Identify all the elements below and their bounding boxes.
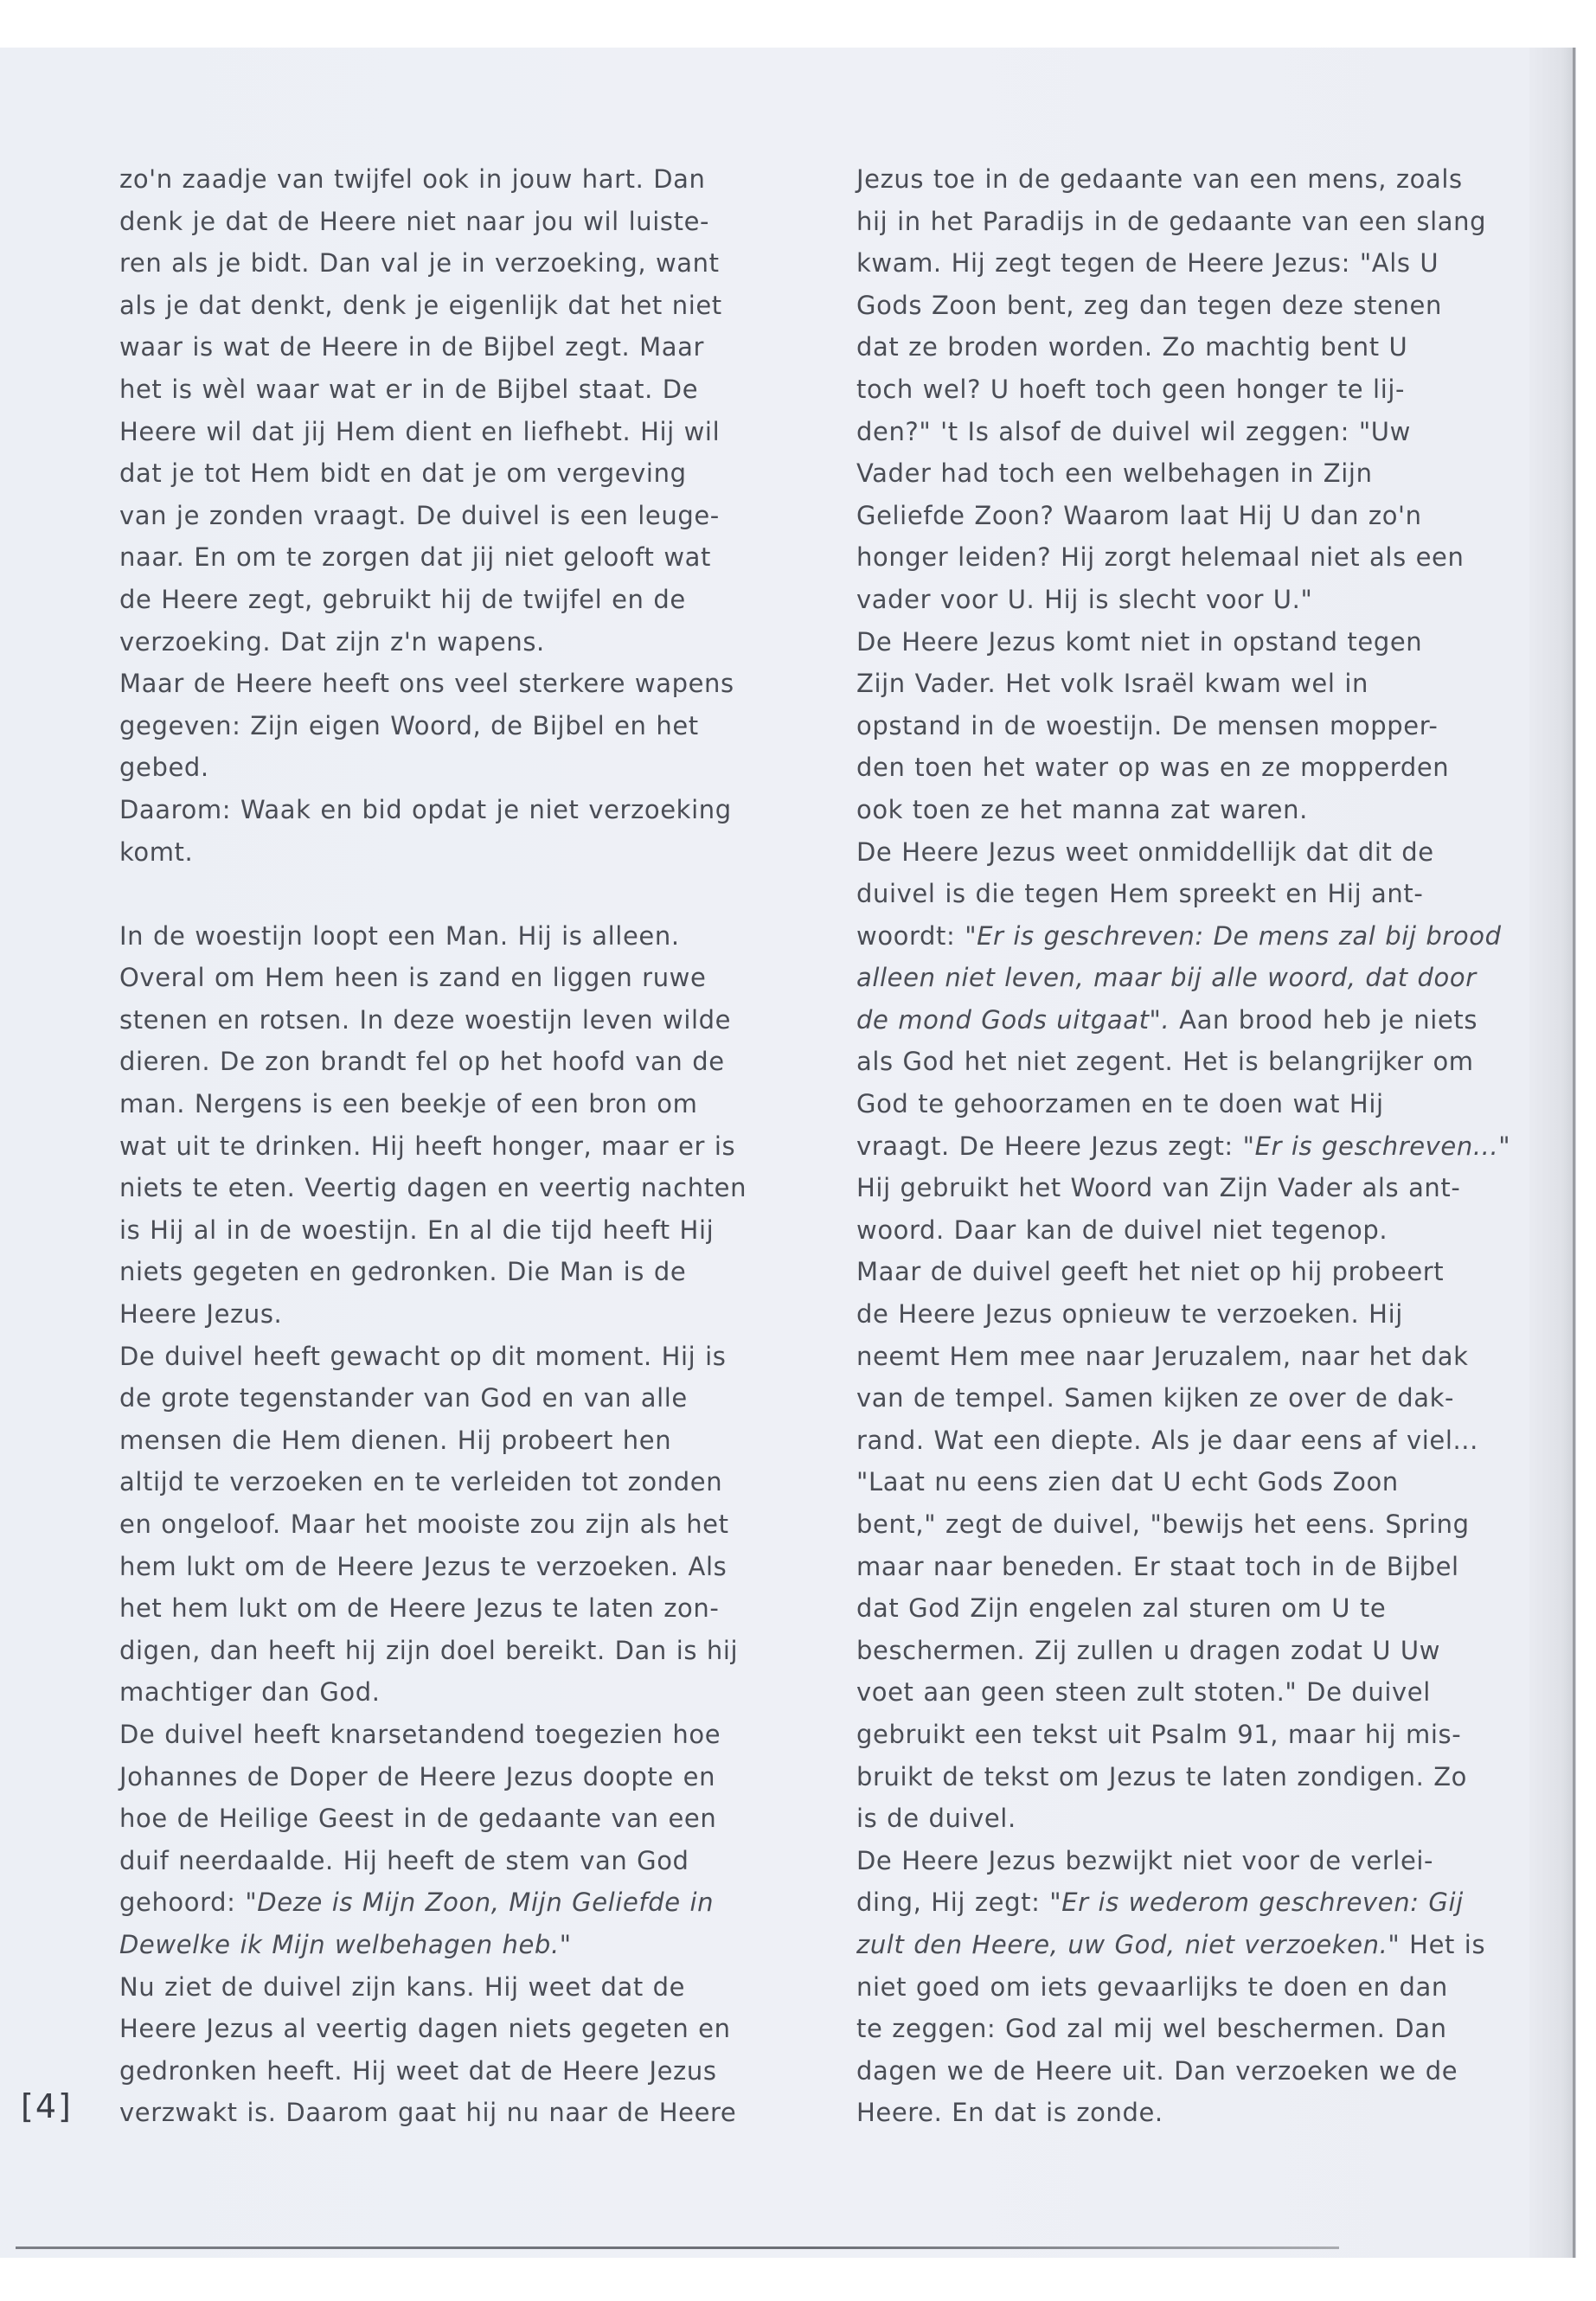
text-line: Nu ziet de duivel zijn kans. Hij weet dat de	[119, 1971, 686, 2002]
text-line: neemt Hem mee naar Jeruzalem, naar het dak	[856, 1341, 1469, 1371]
text-line	[856, 915, 1502, 958]
text-line	[856, 999, 1488, 1042]
text-line: de grote tegenstander van God en van alle	[119, 1383, 688, 1413]
text-line: dat je tot Hem bidt en dat je om vergeving	[119, 458, 687, 489]
text-line: te zeggen: God zal mij wel beschermen. Dan	[856, 2014, 1447, 2044]
text-line: niets te eten. Veertig dagen en veertig nachten	[119, 1173, 747, 1203]
text-line: voet aan geen steen zult stoten." De duivel	[856, 1677, 1431, 1708]
left-column	[119, 158, 747, 2134]
paragraph-gap	[119, 873, 742, 915]
text-line: vader voor U. Hij is slecht voor U."	[856, 584, 1313, 614]
text-line: mensen die Hem dienen. Hij probeert hen	[119, 1425, 672, 1455]
text-line: De Heere Jezus komt niet in opstand tegen	[856, 626, 1423, 657]
paragraph	[119, 663, 742, 789]
text-line: gebruikt een tekst uit Psalm 91, maar hij mis-	[856, 1719, 1462, 1749]
text-line: Johannes de Doper de Heere Jezus doopte en	[119, 1761, 716, 1791]
scripture-quote: "Er is geschreven: De mens zal bij brood	[965, 920, 1502, 951]
text-run: ding, Hij zegt:	[856, 1888, 1050, 1918]
text-line: Heere wil dat jij Hem dient en liefhebt. Hij wil	[119, 416, 721, 446]
text-line: In de woestijn loopt een Man. Hij is alleen.	[119, 920, 680, 951]
text-line: gegeven: Zijn eigen Woord, de Bijbel en het	[119, 710, 699, 740]
text-line: altijd te verzoeken en te verleiden tot zonden	[119, 1467, 723, 1497]
paragraph	[856, 1840, 1488, 2134]
text-line: Heere Jezus.	[119, 1299, 283, 1330]
text-line: Heere Jezus al veertig dagen niets gegeten en	[119, 2014, 731, 2044]
text-line: den toen het water op was en ze mopperden	[856, 753, 1450, 783]
paragraph	[856, 621, 1488, 831]
text-line: honger leiden? Hij zorgt helemaal niet als een	[856, 542, 1465, 573]
text-line: hoe de Heilige Geest in de gedaante van een	[119, 1804, 717, 1834]
text-line: als God het niet zegent. Het is belangrijker om	[856, 1047, 1474, 1077]
text-line	[856, 1881, 1488, 1924]
text-line: beschermen. Zij zullen u dragen zodat U Uw	[856, 1635, 1441, 1665]
text-line: stenen en rotsen. In deze woestijn leven wilde	[119, 1004, 732, 1035]
paragraph	[856, 831, 1511, 1252]
text-line: duivel is die tegen Hem spreekt en Hij ant-	[856, 879, 1424, 909]
text-line: komt.	[119, 836, 194, 867]
text-line: hij in het Paradijs in de gedaante van een slang	[856, 206, 1487, 236]
text-line: Vader had toch een welbehagen in Zijn	[856, 458, 1373, 489]
scripture-quote: "Er is geschreven..."	[1242, 1131, 1511, 1161]
bottom-rule	[16, 2247, 1339, 2249]
text-line: kwam. Hij zegt tegen de Heere Jezus: "Als U	[856, 248, 1439, 279]
text-line: toch wel? U hoeft toch geen honger te lij-	[856, 374, 1406, 404]
text-line: en ongeloof. Maar het mooiste zou zijn als het	[119, 1509, 729, 1539]
text-line: niet goed om iets gevaarlijks te doen en dan	[856, 1971, 1448, 2002]
text-line	[856, 1125, 1511, 1168]
text-run: Aan brood heb je niets	[1170, 1004, 1478, 1035]
text-line: ren als je bidt. Dan val je in verzoeking, want	[119, 248, 720, 279]
text-line: verzoeking. Dat zijn z'n wapens.	[119, 626, 545, 657]
text-line: Daarom: Waak en bid opdat je niet verzoeking	[119, 794, 732, 824]
text-line: dagen we de Heere uit. Dan verzoeken we de	[856, 2055, 1458, 2086]
paragraph	[119, 1714, 742, 1966]
text-line: gedronken heeft. Hij weet dat de Heere Jezus	[119, 2055, 717, 2086]
text-line: verzwakt is. Daarom gaat hij nu naar de Heere	[119, 2098, 737, 2128]
text-line: Gods Zoon bent, zeg dan tegen deze stenen	[856, 290, 1442, 320]
text-line: bent," zegt de duivel, "bewijs het eens. Spring	[856, 1509, 1470, 1539]
text-line: als je dat denkt, denk je eigenlijk dat het niet	[119, 290, 722, 320]
text-line: Jezus toe in de gedaante van een mens, zoals	[856, 164, 1463, 194]
text-line: Overal om Hem heen is zand en liggen ruwe	[119, 963, 707, 993]
text-line: van de tempel. Samen kijken ze over de dak-	[856, 1383, 1455, 1413]
text-line: is Hij al in de woestijn. En al die tijd heeft Hij	[119, 1215, 715, 1245]
page-edge-shadow	[1529, 48, 1576, 2258]
text-line: naar. En om te zorgen dat jij niet gelooft wat	[119, 542, 711, 573]
paragraph	[119, 1966, 742, 2134]
text-line: hem lukt om de Heere Jezus te verzoeken. Als	[119, 1551, 727, 1581]
text-line: De duivel heeft gewacht op dit moment. Hij is	[119, 1341, 727, 1371]
text-line: waar is wat de Heere in de Bijbel zegt. Maar	[119, 332, 704, 362]
text-run: gehoord:	[119, 1888, 246, 1918]
text-run: vraagt. De Heere Jezus zegt:	[856, 1131, 1243, 1161]
text-line: de Heere Jezus opnieuw te verzoeken. Hij	[856, 1299, 1403, 1330]
text-line: opstand in de woestijn. De mensen mopper-	[856, 710, 1439, 740]
paragraph	[119, 1336, 742, 1714]
text-line: zo'n zaadje van twijfel ook in jouw hart. Dan	[119, 164, 706, 194]
text-line: den?" 't Is alsof de duivel wil zeggen: "Uw	[856, 416, 1411, 446]
text-line: is de duivel.	[856, 1804, 1016, 1834]
text-line: van je zonden vraagt. De duivel is een leuge-	[119, 500, 720, 530]
text-line: wat uit te drinken. Hij heeft honger, maar er is	[119, 1131, 736, 1161]
scripture-quote: de mond Gods uitgaat".	[856, 1004, 1170, 1035]
scripture-quote: "Er is wederom geschreven: Gij	[1049, 1888, 1464, 1918]
text-line: Maar de Heere heeft ons veel sterkere wapens	[119, 669, 734, 699]
scripture-quote: alleen niet leven, maar bij alle woord, dat door	[856, 963, 1477, 993]
text-line: "Laat nu eens zien dat U echt Gods Zoon	[856, 1467, 1399, 1497]
text-line: Maar de duivel geeft het niet op hij probeert	[856, 1257, 1445, 1287]
page-number: [4]	[21, 2087, 73, 2125]
right-column	[856, 158, 1511, 2134]
paragraph	[856, 158, 1488, 621]
text-line: God te gehoorzamen en te doen wat Hij	[856, 1089, 1384, 1119]
text-line: Heere. En dat is zonde.	[856, 2098, 1163, 2128]
text-line: rand. Wat een diepte. Als je daar eens af viel...	[856, 1425, 1478, 1455]
paragraph	[119, 915, 747, 1336]
paragraph	[119, 789, 742, 873]
text-line: duif neerdaalde. Hij heeft de stem van God	[119, 1845, 689, 1875]
text-line: De Heere Jezus bezwijkt niet voor de verlei-	[856, 1845, 1434, 1875]
text-line: denk je dat de Heere niet naar jou wil luiste-	[119, 206, 710, 236]
text-line: Zijn Vader. Het volk Israël kwam wel in	[856, 669, 1368, 699]
text-line: het hem lukt om de Heere Jezus te laten zon-	[119, 1593, 720, 1624]
text-line: Geliefde Zoon? Waarom laat Hij U dan zo'n	[856, 500, 1422, 530]
text-line: het is wèl waar wat er in de Bijbel staat. De	[119, 374, 699, 404]
scripture-quote: zult den Heere, uw God, niet verzoeken."	[856, 1929, 1401, 1959]
text-line: niets gegeten en gedronken. Die Man is de	[119, 1257, 687, 1287]
text-run: Het is	[1400, 1929, 1486, 1959]
text-line: machtiger dan God.	[119, 1677, 381, 1708]
text-line: gebed.	[119, 753, 209, 783]
text-line: de Heere zegt, gebruikt hij de twijfel en de	[119, 584, 686, 614]
text-line: ook toen ze het manna zat waren.	[856, 794, 1308, 824]
text-line	[119, 1881, 742, 1924]
scripture-quote: Dewelke ik Mijn welbehagen heb."	[119, 1929, 572, 1959]
text-line: De duivel heeft knarsetandend toegezien hoe	[119, 1719, 721, 1749]
text-line: man. Nergens is een beekje of een bron om	[119, 1089, 698, 1119]
text-line: Hij gebruikt het Woord van Zijn Vader als ant-	[856, 1173, 1461, 1203]
text-line	[856, 1924, 1488, 1966]
text-line: woord. Daar kan de duivel niet tegenop.	[856, 1215, 1388, 1245]
text-run: woordt:	[856, 920, 965, 951]
page-edge-line	[1573, 48, 1575, 2258]
text-line: dat ze broden worden. Zo machtig bent U	[856, 332, 1408, 362]
text-line: bruikt de tekst om Jezus te laten zondigen. Zo	[856, 1761, 1468, 1791]
paragraph	[856, 1251, 1488, 1839]
text-line: De Heere Jezus weet onmiddellijk dat dit de	[856, 836, 1434, 867]
scripture-quote: "Deze is Mijn Zoon, Mijn Geliefde in	[245, 1888, 715, 1918]
text-line: dat God Zijn engelen zal sturen om U te	[856, 1593, 1387, 1624]
text-line: maar naar beneden. Er staat toch in de Bijbel	[856, 1551, 1459, 1581]
paragraph	[119, 158, 742, 663]
text-line: digen, dan heeft hij zijn doel bereikt. Dan is hij	[119, 1635, 739, 1665]
text-line: dieren. De zon brandt fel op het hoofd van de	[119, 1047, 725, 1077]
